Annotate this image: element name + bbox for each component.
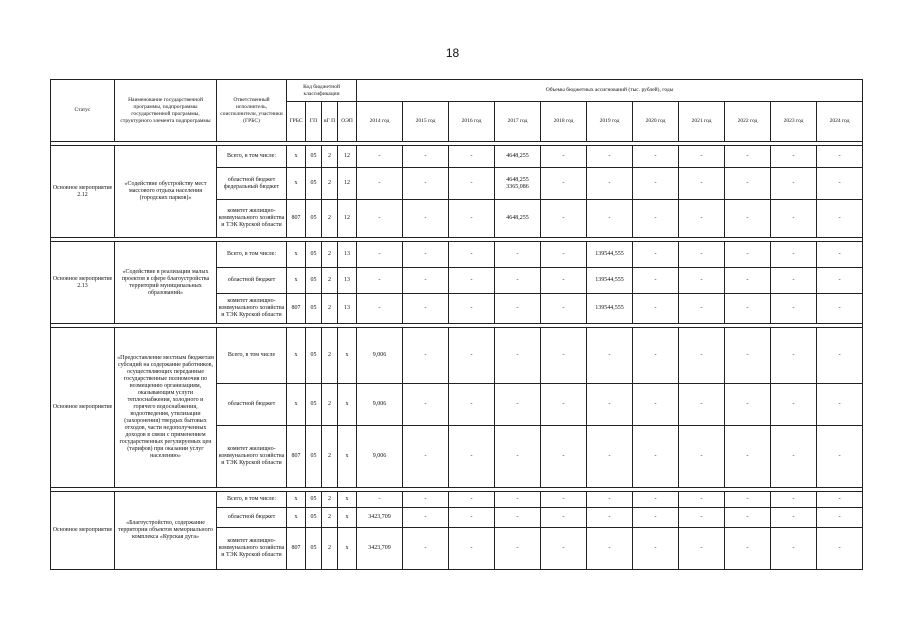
gp-cell: 05 xyxy=(306,328,322,384)
value-cell: - xyxy=(817,508,863,528)
header-year: 2019 год xyxy=(587,102,633,142)
value-cell: - xyxy=(633,294,679,324)
value-cell: - xyxy=(679,146,725,168)
value-cell: - xyxy=(403,294,449,324)
value-cell: - xyxy=(587,328,633,384)
value-cell: - xyxy=(541,492,587,508)
name-cell: «Предоставление местным бюджетам субсидий на содержание работников, осуществляющих переданные государственные полномочия по возмещению организациям, оказывающим услуги теплоснабжения, холодного и горячего водоснабжения, водоотведения, утилизации (захоронения) твердых бытовых отходов, части недополученных доходов в связи с применением государственных регулируемых цен (тарифов) при оказании услуг населению» xyxy=(115,328,217,488)
value-cell: - xyxy=(495,268,541,294)
value-cell: - xyxy=(679,508,725,528)
value-cell: - xyxy=(679,384,725,426)
value-cell: - xyxy=(633,268,679,294)
value-cell: - xyxy=(633,528,679,570)
header-status: Статус xyxy=(51,80,115,142)
gp-cell: 05 xyxy=(306,242,322,268)
value-cell: - xyxy=(495,242,541,268)
value-cell: 4648,255 xyxy=(495,146,541,168)
table-row xyxy=(51,492,863,508)
value-cell: - xyxy=(541,200,587,238)
value-cell: - xyxy=(771,492,817,508)
value-cell: - xyxy=(587,426,633,488)
value-cell: - xyxy=(679,492,725,508)
value-cell: - xyxy=(541,426,587,488)
value-cell: - xyxy=(449,508,495,528)
value-cell: - xyxy=(541,328,587,384)
value-cell: - xyxy=(771,328,817,384)
vgp-cell: 2 xyxy=(322,294,338,324)
vgp-cell: 2 xyxy=(322,268,338,294)
vgp-cell: 2 xyxy=(322,146,338,168)
header-vgp: вГ П xyxy=(322,102,338,142)
grbs-cell: 807 xyxy=(287,426,306,488)
value-cell: 139544,555 xyxy=(587,268,633,294)
value-cell: - xyxy=(449,242,495,268)
value-cell: - xyxy=(403,492,449,508)
value-cell: 3423,709 xyxy=(357,528,403,570)
grbs-cell: х xyxy=(287,146,306,168)
value-cell: - xyxy=(679,528,725,570)
value-cell: - xyxy=(725,294,771,324)
value-cell: - xyxy=(449,294,495,324)
executor-cell: комитет жилищно-коммунального хозяйства и ТЭК Курской области xyxy=(217,294,287,324)
name-cell: «Содействие обустройству мест массового отдыха населения (городских парков)» xyxy=(115,146,217,238)
oem-cell: 12 xyxy=(338,146,357,168)
executor-cell: комитет жилищно-коммунального хозяйства и ТЭК Курской области xyxy=(217,426,287,488)
value-cell: - xyxy=(403,168,449,200)
gp-cell: 05 xyxy=(306,168,322,200)
vgp-cell: 2 xyxy=(322,168,338,200)
vgp-cell: 2 xyxy=(322,426,338,488)
header-year: 2014 год xyxy=(357,102,403,142)
value-cell: - xyxy=(771,146,817,168)
value-cell: 139544,555 xyxy=(587,294,633,324)
executor-cell: Всего, в том числе: xyxy=(217,492,287,508)
header-name: Наименование государственной программы, подпрограммы государственной программы, структурного элемента подпрограммы xyxy=(115,80,217,142)
value-cell: 4648,255 3365,086 xyxy=(495,168,541,200)
value-cell: - xyxy=(541,242,587,268)
executor-cell: Всего, в том числе: xyxy=(217,146,287,168)
grbs-cell: х xyxy=(287,242,306,268)
value-cell: - xyxy=(357,168,403,200)
oem-cell: х xyxy=(338,328,357,384)
vgp-cell: 2 xyxy=(322,508,338,528)
value-cell: - xyxy=(449,268,495,294)
grbs-cell: х xyxy=(287,328,306,384)
value-cell: - xyxy=(725,168,771,200)
value-cell: - xyxy=(587,384,633,426)
value-cell: - xyxy=(725,492,771,508)
value-cell: - xyxy=(449,492,495,508)
value-cell: - xyxy=(403,242,449,268)
executor-cell: областной бюджет xyxy=(217,384,287,426)
value-cell: - xyxy=(357,200,403,238)
value-cell: - xyxy=(679,294,725,324)
value-cell: - xyxy=(449,426,495,488)
value-cell: - xyxy=(403,426,449,488)
value-cell: - xyxy=(541,168,587,200)
gp-cell: 05 xyxy=(306,268,322,294)
oem-cell: х xyxy=(338,384,357,426)
value-cell: - xyxy=(541,146,587,168)
gp-cell: 05 xyxy=(306,508,322,528)
oem-cell: 12 xyxy=(338,168,357,200)
value-cell: - xyxy=(817,528,863,570)
value-cell: 9,006 xyxy=(357,384,403,426)
table-row xyxy=(51,146,863,168)
value-cell: - xyxy=(817,492,863,508)
value-cell: - xyxy=(541,528,587,570)
oem-cell: х xyxy=(338,508,357,528)
value-cell: - xyxy=(541,294,587,324)
value-cell: - xyxy=(679,268,725,294)
value-cell: - xyxy=(725,508,771,528)
value-cell: - xyxy=(449,328,495,384)
value-cell: - xyxy=(679,242,725,268)
value-cell: - xyxy=(633,146,679,168)
value-cell: - xyxy=(725,426,771,488)
value-cell: - xyxy=(679,168,725,200)
value-cell: - xyxy=(449,528,495,570)
gp-cell: 05 xyxy=(306,492,322,508)
value-cell: - xyxy=(357,268,403,294)
value-cell: - xyxy=(725,528,771,570)
value-cell: - xyxy=(771,268,817,294)
header-year: 2018 год xyxy=(541,102,587,142)
value-cell: - xyxy=(495,508,541,528)
header-code-group: Код бюджетной классификации xyxy=(287,80,357,102)
value-cell: - xyxy=(725,200,771,238)
value-cell: - xyxy=(771,294,817,324)
gp-cell: 05 xyxy=(306,384,322,426)
header-grbs: ГРБС xyxy=(287,102,306,142)
value-cell: - xyxy=(357,492,403,508)
header-year: 2022 год xyxy=(725,102,771,142)
value-cell: - xyxy=(587,508,633,528)
vgp-cell: 2 xyxy=(322,328,338,384)
value-cell: 9,006 xyxy=(357,426,403,488)
value-cell: - xyxy=(403,200,449,238)
value-cell: - xyxy=(679,426,725,488)
header-year: 2021 год xyxy=(679,102,725,142)
value-cell: - xyxy=(817,294,863,324)
value-cell: - xyxy=(633,242,679,268)
header-year: 2016 год xyxy=(449,102,495,142)
gp-cell: 05 xyxy=(306,146,322,168)
grbs-cell: х xyxy=(287,508,306,528)
value-cell: - xyxy=(449,146,495,168)
vgp-cell: 2 xyxy=(322,384,338,426)
executor-cell: Всего, в том числе: xyxy=(217,242,287,268)
value-cell: - xyxy=(725,146,771,168)
grbs-cell: 807 xyxy=(287,200,306,238)
value-cell: - xyxy=(587,200,633,238)
table-row xyxy=(51,242,863,268)
value-cell: - xyxy=(541,508,587,528)
value-cell: - xyxy=(771,384,817,426)
table-row xyxy=(51,328,863,384)
vgp-cell: 2 xyxy=(322,492,338,508)
value-cell: - xyxy=(817,328,863,384)
value-cell: - xyxy=(587,146,633,168)
oem-cell: 13 xyxy=(338,294,357,324)
value-cell: - xyxy=(817,384,863,426)
value-cell: - xyxy=(587,168,633,200)
oem-cell: х xyxy=(338,492,357,508)
vgp-cell: 2 xyxy=(322,528,338,570)
value-cell: - xyxy=(587,492,633,508)
oem-cell: х xyxy=(338,528,357,570)
value-cell: - xyxy=(771,426,817,488)
value-cell: - xyxy=(817,168,863,200)
value-cell: - xyxy=(403,508,449,528)
status-cell: Основное мероприятие 2.12 xyxy=(51,146,115,238)
gp-cell: 05 xyxy=(306,426,322,488)
status-cell: Основное мероприятие xyxy=(51,328,115,488)
grbs-cell: 807 xyxy=(287,528,306,570)
value-cell: - xyxy=(817,242,863,268)
header-year: 2024 год xyxy=(817,102,863,142)
value-cell: - xyxy=(771,168,817,200)
vgp-cell: 2 xyxy=(322,200,338,238)
value-cell: - xyxy=(633,492,679,508)
value-cell: - xyxy=(725,268,771,294)
value-cell: - xyxy=(771,528,817,570)
executor-cell: областной бюджет федеральный бюджет xyxy=(217,168,287,200)
executor-cell: областной бюджет xyxy=(217,268,287,294)
value-cell: - xyxy=(725,242,771,268)
value-cell: - xyxy=(817,200,863,238)
grbs-cell: х xyxy=(287,168,306,200)
status-cell: Основное мероприятие 2.13 xyxy=(51,242,115,324)
value-cell: - xyxy=(495,426,541,488)
gp-cell: 05 xyxy=(306,200,322,238)
value-cell: - xyxy=(633,508,679,528)
header-year: 2023 год xyxy=(771,102,817,142)
executor-cell: областной бюджет xyxy=(217,508,287,528)
header-year: 2015 год xyxy=(403,102,449,142)
header-gp: ГП xyxy=(306,102,322,142)
executor-cell: Всего, в том числе xyxy=(217,328,287,384)
value-cell: - xyxy=(403,328,449,384)
gp-cell: 05 xyxy=(306,528,322,570)
value-cell: - xyxy=(679,200,725,238)
value-cell: - xyxy=(495,492,541,508)
value-cell: - xyxy=(679,328,725,384)
value-cell: - xyxy=(633,384,679,426)
header-oem: ОЭП xyxy=(338,102,357,142)
value-cell: - xyxy=(541,384,587,426)
name-cell: «Содействие в реализации малых проектов в сфере благоустройства территорий муниципальных образований» xyxy=(115,242,217,324)
value-cell: 9,006 xyxy=(357,328,403,384)
executor-cell: комитет жилищно-коммунального хозяйства и ТЭК Курской области xyxy=(217,200,287,238)
value-cell: - xyxy=(633,168,679,200)
value-cell: - xyxy=(449,168,495,200)
value-cell: 3423,709 xyxy=(357,508,403,528)
value-cell: - xyxy=(357,242,403,268)
oem-cell: 12 xyxy=(338,200,357,238)
name-cell: «Благоустройство, содержание территории объектов мемориального комплекса «Курская дуга» xyxy=(115,492,217,570)
header-year: 2017 год xyxy=(495,102,541,142)
value-cell: - xyxy=(633,328,679,384)
value-cell: - xyxy=(403,528,449,570)
value-cell: - xyxy=(633,200,679,238)
value-cell: - xyxy=(449,200,495,238)
budget-table xyxy=(50,79,863,570)
value-cell: - xyxy=(495,384,541,426)
value-cell: - xyxy=(541,268,587,294)
value-cell: - xyxy=(403,146,449,168)
vgp-cell: 2 xyxy=(322,242,338,268)
value-cell: - xyxy=(495,328,541,384)
grbs-cell: х xyxy=(287,268,306,294)
oem-cell: 13 xyxy=(338,242,357,268)
value-cell: - xyxy=(817,268,863,294)
value-cell: - xyxy=(771,200,817,238)
value-cell: - xyxy=(495,528,541,570)
gp-cell: 05 xyxy=(306,294,322,324)
value-cell: - xyxy=(633,426,679,488)
value-cell: - xyxy=(357,294,403,324)
value-cell: - xyxy=(771,508,817,528)
value-cell: - xyxy=(403,268,449,294)
value-cell: - xyxy=(817,426,863,488)
executor-cell: комитет жилищно-коммунального хозяйства и ТЭК Курской области xyxy=(217,528,287,570)
value-cell: - xyxy=(725,328,771,384)
value-cell: - xyxy=(725,384,771,426)
value-cell: - xyxy=(771,242,817,268)
grbs-cell: х xyxy=(287,384,306,426)
value-cell: - xyxy=(587,528,633,570)
value-cell: - xyxy=(817,146,863,168)
status-cell: Основное мероприятие xyxy=(51,492,115,570)
oem-cell: 13 xyxy=(338,268,357,294)
header-executor: Ответственный исполнитель, соисполнители, участники (ГРБС) xyxy=(217,80,287,142)
header-year: 2020 год xyxy=(633,102,679,142)
grbs-cell: х xyxy=(287,492,306,508)
value-cell: 4648,255 xyxy=(495,200,541,238)
oem-cell: х xyxy=(338,426,357,488)
value-cell: 139544,555 xyxy=(587,242,633,268)
grbs-cell: 807 xyxy=(287,294,306,324)
header-volumes: Объемы бюджетных ассигнований (тыс. рублей), годы xyxy=(357,80,863,102)
value-cell: - xyxy=(449,384,495,426)
value-cell: - xyxy=(403,384,449,426)
value-cell: - xyxy=(495,294,541,324)
page-number: 18 xyxy=(445,46,460,60)
value-cell: - xyxy=(357,146,403,168)
